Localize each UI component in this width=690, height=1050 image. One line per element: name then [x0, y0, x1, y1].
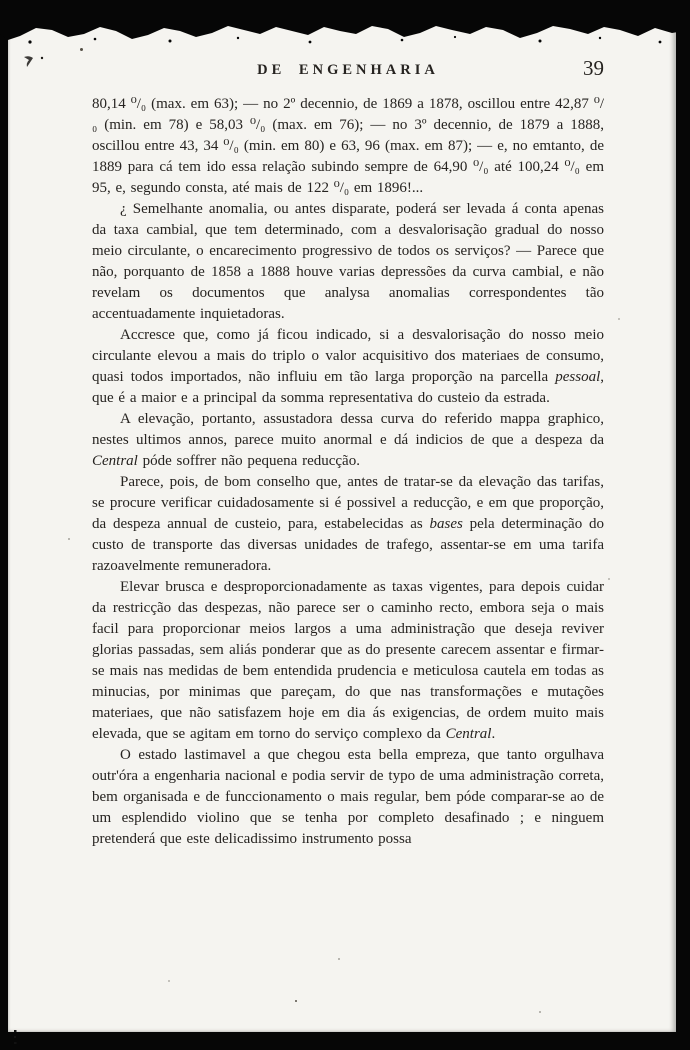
scan-speck: [608, 578, 610, 580]
scan-speck: [618, 318, 620, 320]
text-run: ¿ Semelhante anomalia, ou antes disparate, poderá ser levada á conta apenas da taxa cambial, que tem determinado, com a desvalorisação gradual do nosso meio circulante, o encarecimento progressivo de todos os serviços? — Parece que não, porquanto de 1858 a 1888 houve varias depressões da curva cambial, e não revelam os documentos que analysa anomalias correspondentes tão accentuadamente inquietadoras.: [92, 201, 604, 322]
emphasized-text: Central: [92, 453, 138, 469]
text-run: Parece, pois, de bom conselho que, antes de tratar-se da elevação das tarifas, se procure verificar cuidadosamente si é possivel a reducção, e em que proporção, da despeza annual de custeio, para, estabelecidas as: [92, 474, 604, 532]
text-run: Elevar brusca e desproporcionadamente as taxas vigentes, para depois cuidar da restricção das despezas, não parece ser o caminho recto, embora seja o mais facil para proporcionar meios largos a uma administração que deseja reviver glorias passadas, sem aliás ponderar que as do presente carecem assentar e firmar-se mais nas medidas de bem entendida prudencia e meticulosa cautela em todas as minucias, por minimas que pareçam, do que nas transformações e mutações materiaes, que não satisfazem hoje em dia ás exigencias, de ordem muito mais elevada, que se agitam em torno do serviço complexo da: [92, 579, 604, 742]
paragraph: [92, 409, 604, 472]
paragraph: [92, 577, 604, 745]
text-run: , que é a maior e a principal da somma representativa do custeio da estrada.: [92, 369, 604, 406]
text-run: 80,14 ⁰/₀ (max. em 63); — no 2º decennio, de 1869 a 1878, oscillou entre 42,87 ⁰/₀ (min. em 78) e 58,03 ⁰/₀ (max. em 76); — no 3º decennio, de 1879 a 1888, oscillou entre 43, 34 ⁰/₀ (min. em 80) e 63, 96 (max. em 87); — e, no emtanto, de 1889 para cá tem ido essa relação subindo sempre de 64,90 ⁰/₀ até 100,24 ⁰/₀ em 95, e, segundo consta, até mais de 122 ⁰/₀ em 1896!...: [92, 96, 604, 196]
body-paragraphs: [92, 94, 604, 850]
scan-speck: [338, 958, 340, 960]
text-run: pela determinação do custo de transporte das diversas unidades de trafego, assentar-se em uma tarifa razoavelmente remuneradora.: [92, 516, 604, 574]
scan-speck: [295, 1000, 297, 1002]
paragraph: [92, 199, 604, 325]
emphasized-text: Central: [445, 726, 492, 742]
ink-smudge-mark: [22, 54, 48, 68]
text-run: A elevação, portanto, assustadora dessa curva do referido mappa graphico, nestes ultimos annos, parece muito anormal e dá indicios de que a despeza da: [92, 411, 604, 448]
paragraph: [92, 472, 604, 577]
running-title: DE ENGENHARIA: [257, 62, 439, 78]
text-run: póde soffrer não pequena reducção.: [137, 453, 360, 469]
edge-marks: [14, 1030, 18, 1046]
emphasized-text: bases: [429, 516, 463, 532]
text-run: Accresce que, como já ficou indicado, si a desvalorisação do nosso meio circulante elevou a mais do triplo o valor acquisitivo dos materiaes de consumo, quasi todos importados, não influiu em tão larga proporção na parcella: [92, 327, 604, 385]
text-run: O estado lastimavel a que chegou esta bella empreza, que tanto orgulhava outr'óra a engenharia nacional e podia servir de typo de uma administração correta, bem organisada e de funccionamento o mais regular, bem póde comparar-se ao de um esplendido violino que se tenha por completo desafinado ; e ninguem pretenderá que este delicadissimo instrumento possa: [92, 747, 604, 847]
scan-speck: [68, 538, 70, 540]
torn-paper-edge: [0, 0, 690, 50]
book-page: [8, 18, 676, 1032]
scan-speck: [168, 980, 170, 982]
paragraph: [92, 94, 604, 199]
scan-speck: [539, 1011, 541, 1013]
page-header: [92, 58, 604, 84]
text-run: .: [491, 726, 496, 742]
paragraph: [92, 325, 604, 409]
paragraph: [92, 745, 604, 850]
emphasized-text: pessoal: [555, 369, 601, 385]
page-number: 39: [583, 56, 604, 80]
